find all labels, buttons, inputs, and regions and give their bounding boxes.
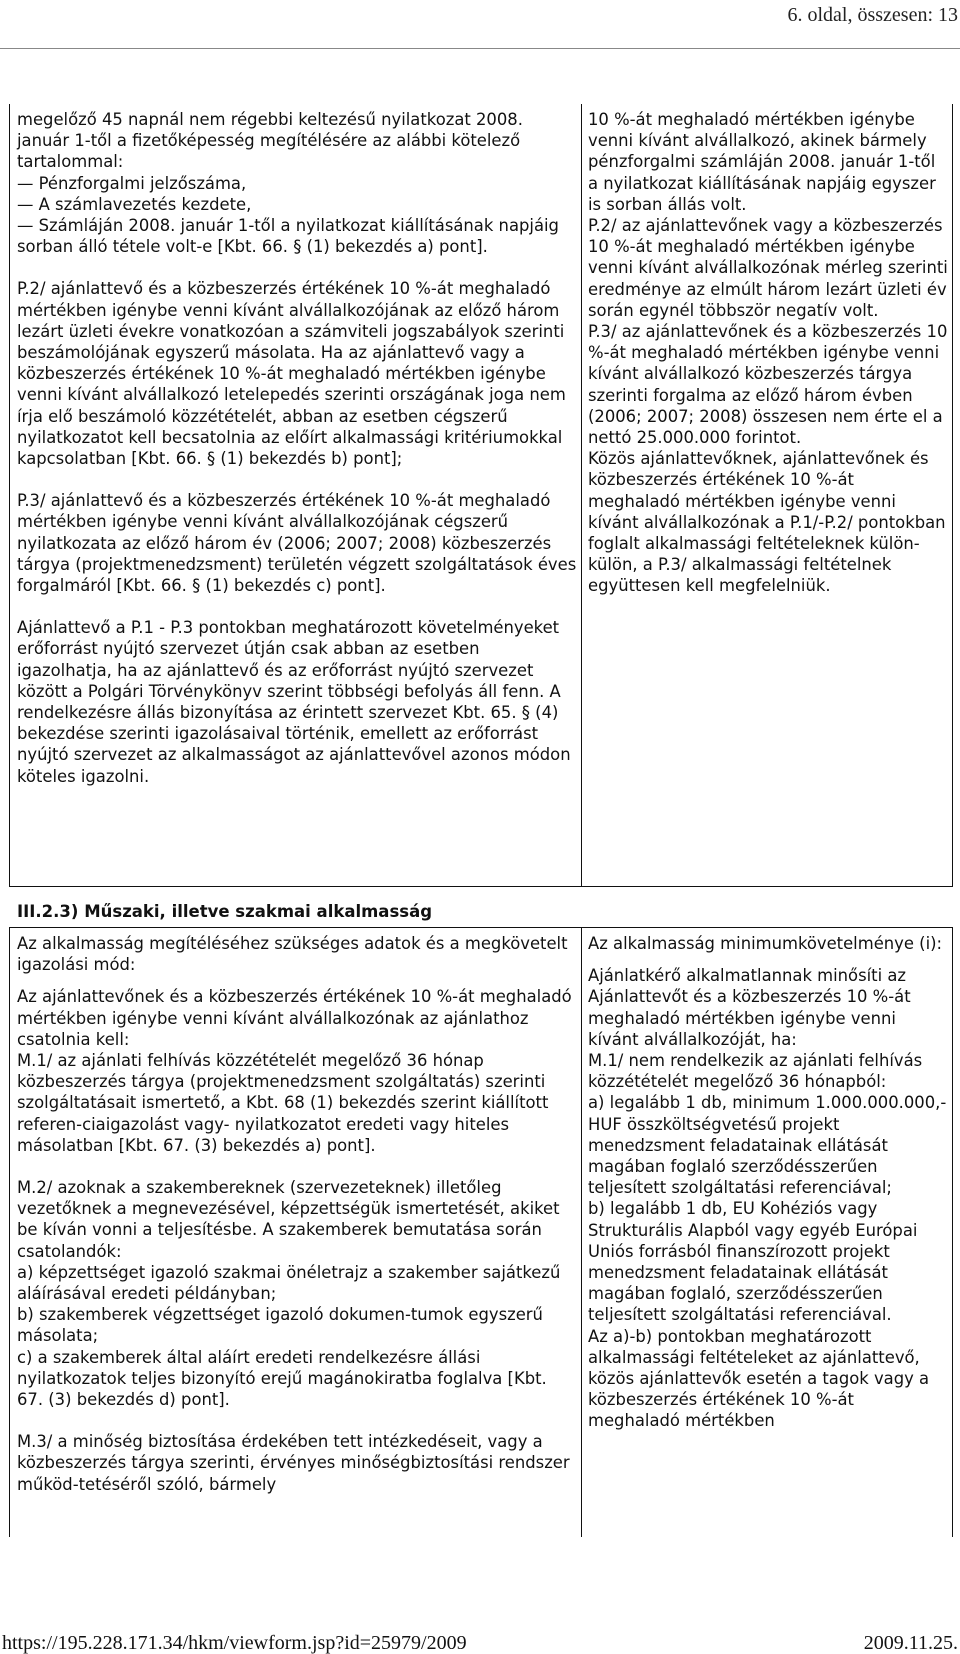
- paragraph: M.1/ nem rendelkezik az ajánlati felhívás közzétételét megelőző 36 hónapból:: [588, 1051, 923, 1092]
- paragraph: Közös ajánlattevőknek, ajánlattevőnek és közbeszerzés értékének 10 %-át meghaladó mértékben igénybe venni kívánt alvállalkozónak a P.1/-P.2/ pontokban foglalt alkalmassági feltételeknek külön-külön, a P.3/ alkalmassági feltételnek együttesen kell megfelelniük.: [588, 449, 946, 596]
- paragraph: P.3/ ajánlattevő és a közbeszerzés értékének 10 %-át meghaladó mértékben igénybe venni kívánt alvállalkozójának cégszerű nyilatkozata az előző három év (2006; 2007; 2008) közbeszerzés tárgya (projektmenedzsment) területén végzett szolgáltatások éves forgalmáról [Kbt. 66. § (1) bekezdés c) pont].: [17, 491, 577, 596]
- block1-right-column: [588, 109, 948, 597]
- block1-left-column: [17, 109, 577, 787]
- header-rule: [0, 48, 960, 49]
- table-top-rule: [9, 927, 953, 928]
- table-border-right: [952, 927, 953, 1537]
- paragraph: megelőző 45 napnál nem régebbi keltezésű nyilatkozat 2008. január 1-től a fizetőképesség megítélésére az alábbi kötelező tartalommal:: [17, 110, 523, 172]
- paragraph: M.1/ az ajánlati felhívás közzétételét megelőző 36 hónap közbeszerzés tárgya (projektmenedzsment szolgáltatás) szerinti szolgáltatásait ismertető, a Kbt. 68 (1) bekezdés szerint kiállított referen-ciaigazolást vagy- nyilatkozatot eredeti vagy hiteles másolatban [Kbt. 67. (3) bekezdés a) pont].: [17, 1051, 549, 1155]
- paragraph: Ajánlatkérő alkalmatlannak minősíti az Ajánlattevőt és a közbeszerzés 10 %-át meghaladó mértékben igénybe venni kívánt alvállalkozóját, ha:: [588, 966, 911, 1049]
- table-border-left: [9, 104, 10, 886]
- list-item: c) a szakemberek által aláírt eredeti rendelkezésre állási nyilatkozatok teljes bizonyító erejű magánokiratba foglalva [Kbt. 67. (3) bekezdés d) pont].: [17, 1347, 547, 1410]
- page-counter: 6. oldal, összesen: 13: [787, 4, 958, 26]
- paragraph: Az alkalmasság minimumkövetelménye (i):: [588, 934, 943, 953]
- paragraph: 10 %-át meghaladó mértékben igénybe venni kívánt alvállalkozó, akinek bármely pénzforgalmi számláján 2008. január 1-től a nyilatkozat kiállításának napjáig egyszer is sorban állás volt.: [588, 110, 936, 214]
- footer-url: https://195.228.171.34/hkm/viewform.jsp?id=25979/2009: [2, 1632, 467, 1654]
- table-divider: [581, 104, 582, 886]
- paragraph: Ajánlattevő a P.1 - P.3 pontokban meghatározott követelményeket erőforrást nyújtó szervezet útján csak abban az esetben igazolhatja, ha az ajánlattevő és az erőforrást nyújtó szervezet között a Polgári Törvénykönyv szerint többségi befolyás áll fenn. A rendelkezésre állás bizonyítása az érintett szervezet Kbt. 65. § (4) bekezdése szerinti igazolásaival történik, emellett az erőforrást nyújtó szervezet az alkalmasságot az ajánlattevővel azonos módon köteles igazolni.: [17, 618, 571, 786]
- block2-left-column: [17, 933, 577, 1495]
- paragraph: Az alkalmasság megítéléséhez szükséges adatok és a megkövetelt igazolási mód:: [17, 934, 568, 975]
- list-item: — Pénzforgalmi jelzőszáma,: [17, 173, 247, 193]
- list-item: b) szakemberek végzettséget igazoló dokumen-tumok egyszerű másolata;: [17, 1305, 543, 1346]
- list-item: — Számláján 2008. január 1-től a nyilatkozat kiállításának napjáig sorban álló tétele volt-e [Kbt. 66. § (1) bekezdés a) pont].: [17, 216, 559, 257]
- list-item: — A számlavezetés kezdete,: [17, 194, 252, 214]
- paragraph: P.2/ az ajánlattevőnek vagy a közbeszerzés 10 %-át meghaladó mértékben igénybe venni kívánt alvállalkozónak mérleg szerinti eredménye az elmúlt három lezárt üzleti év során egynél többször negatív volt.: [588, 216, 948, 320]
- paragraph: P.3/ az ajánlattevőnek és a közbeszerzés 10 %-át meghaladó mértékben igénybe venni kívánt alvállalkozó közbeszerzés tárgya szerinti forgalma az előző három évben (2006; 2007; 2008) összesen nem érte el a nettó 25.000.000 forintot.: [588, 322, 948, 448]
- paragraph: Az a)-b) pontokban meghatározott alkalmassági feltételeket az ajánlattevő, közös ajánlattevők esetén a tagok vagy a közbeszerzés értékének 10 %-át meghaladó mértékben: [588, 1326, 930, 1431]
- list-item: a) legalább 1 db, minimum 1.000.000.000,-HUF összköltségvetésű projekt menedzsment feladatainak ellátását magában foglaló szerződésszerűen teljesített szolgáltatási referenciával;: [588, 1093, 947, 1198]
- paragraph: P.2/ ajánlattevő és a közbeszerzés értékének 10 %-át meghaladó mértékben igénybe venni kívánt alvállalkozójának az előző három lezárt üzleti évekre vonatkozóan a számviteli jogszabályok szerinti beszámolójának egyszerű másolata. Ha az ajánlattevő vagy a közbeszerzés értékének 10 %-át meghaladó mértékben igénybe venni kívánt alvállalkozó letelepedés szerinti országának joga nem írja elő beszámoló közzétételét, abban az esetben cégszerű nyilatkozatot kell becsatolnia az előírt alkalmassági kritériumokkal kapcsolatban [Kbt. 66. § (1) bekezdés b) pont];: [17, 279, 566, 469]
- list-item: b) legalább 1 db, EU Kohéziós vagy Strukturális Alapból vagy egyéb Európai Uniós forrásból finanszírozott projekt menedzsment feladatainak ellátását magában foglaló, szerződésszerűen teljesített szolgáltatási referenciával.: [588, 1199, 918, 1325]
- section-title: III.2.3) Műszaki, illetve szakmai alkalmasság: [17, 902, 433, 921]
- block2-right-column: [588, 933, 948, 1432]
- paragraph: Az ajánlattevőnek és a közbeszerzés értékének 10 %-át meghaladó mértékben igénybe venni kívánt alvállalkozónak az ajánlathoz csatolnia kell:: [17, 987, 572, 1049]
- table-border-left: [9, 927, 10, 1537]
- table-bottom-rule: [9, 886, 953, 887]
- footer-date: 2009.11.25.: [863, 1632, 958, 1654]
- table-divider: [581, 927, 582, 1537]
- list-item: a) képzettséget igazoló szakmai önéletrajz a szakember sajátkezű aláírásával eredeti példányban;: [17, 1262, 561, 1304]
- paragraph: M.2/ azoknak a szakembereknek (szervezeteknek) illetőleg vezetőknek a megnevezésével, képzettségük ismertetését, akiket be kíván vonni a teljesítésbe. A szakemberek bemutatása során csatolandók:: [17, 1178, 560, 1261]
- table-border-right: [952, 104, 953, 886]
- paragraph: M.3/ a minőség biztosítása érdekében tett intézkedéseit, vagy a közbeszerzés tárgya szerinti, érvényes minőségbiztosítási rendszer működ-tetéséről szóló, bármely: [17, 1432, 570, 1494]
